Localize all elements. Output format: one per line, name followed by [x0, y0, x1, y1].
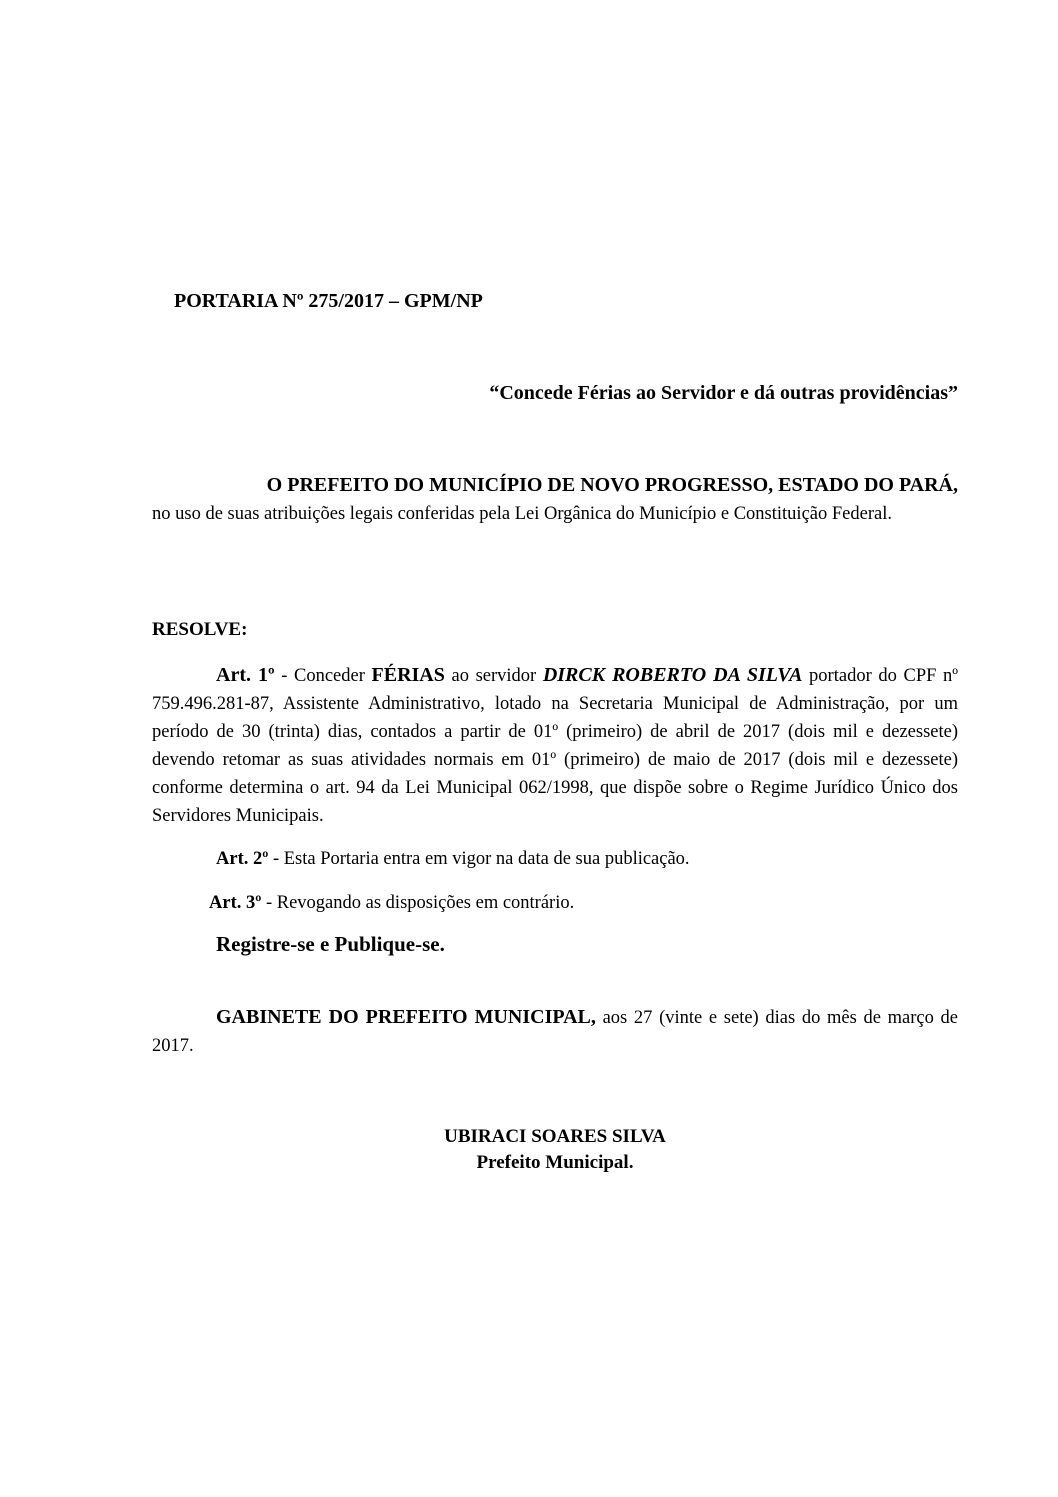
article-2-text: - Esta Portaria entra em vigor na data de sua publicação.: [268, 849, 690, 869]
article-3: [209, 889, 909, 917]
article-1-label: Art. 1º: [216, 664, 275, 686]
signature-role: Prefeito Municipal.: [476, 1152, 634, 1173]
document-title: PORTARIA Nº 275/2017 – GPM/NP: [174, 290, 483, 312]
closing-lead: GABINETE DO PREFEITO MUNICIPAL,: [216, 1006, 596, 1028]
preamble-text: no uso de suas atribuições legais conferidas pela Lei Orgânica do Município e Constituição Federal.: [152, 504, 892, 524]
preamble: [152, 470, 958, 528]
article-3-label: Art. 3º: [209, 893, 262, 913]
article-1-text-1: - Conceder: [274, 666, 372, 686]
signature-name: UBIRACI SOARES SILVA: [444, 1126, 666, 1147]
document-ementa: “Concede Férias ao Servidor e dá outras providências”: [489, 382, 958, 404]
article-1-ferias: FÉRIAS: [371, 664, 445, 686]
signature-block: [380, 1124, 730, 1176]
article-1-servant-name: DIRCK ROBERTO DA SILVA: [542, 664, 803, 686]
article-2-label: Art. 2º: [216, 849, 269, 869]
article-3-text: - Revogando as disposições em contrário.: [261, 893, 575, 913]
closing-text: aos 27 (vinte e sete) dias do mês de março de 2017.: [152, 1008, 959, 1056]
article-1: [152, 661, 958, 830]
closing-paragraph: [152, 1003, 958, 1060]
preamble-lead: O PREFEITO DO MUNICÍPIO DE NOVO PROGRESSO, ESTADO DO PARÁ,: [266, 474, 958, 496]
article-1-text-2: ao servidor: [444, 666, 543, 686]
article-2: [152, 845, 958, 873]
article-1-text-3: portador do CPF nº 759.496.281-87, Assistente Administrativo, lotado na Secretaria Municipal de Administração, por um período de 30 (trinta) dias, contados a partir de 01º (primeiro) de abril de 2017 (dois mil e dezessete) devendo retomar as suas atividades normais em 01º (primeiro) de maio de 2017 (dois mil e dezessete) conforme determina o art. 94 da Lei Municipal 062/1998, que dispõe sobre o Regime Jurídico Único dos Servidores Municipais.: [152, 666, 959, 826]
registre-line: Registre-se e Publique-se.: [216, 932, 445, 956]
resolve-heading: RESOLVE:: [152, 619, 248, 640]
